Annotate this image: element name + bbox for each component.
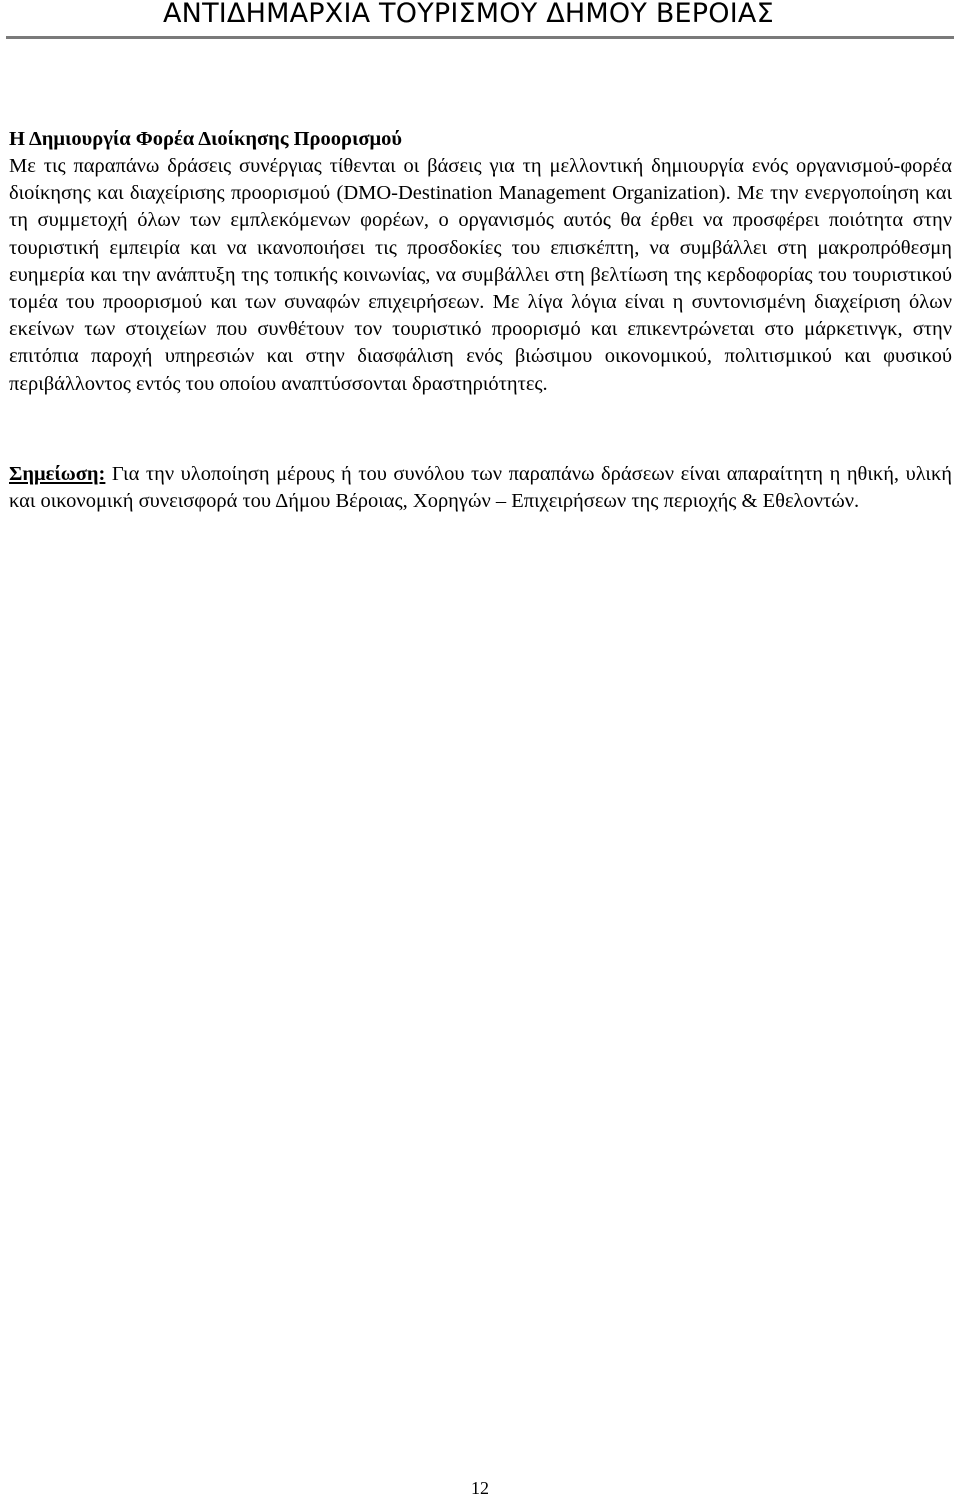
note-paragraph [9, 461, 952, 515]
header-divider [6, 36, 954, 39]
section-title: Η Δημιουργία Φορέα Διοίκησης Προορισμού [9, 128, 403, 150]
page-number: 12 [471, 1478, 489, 1498]
body-paragraph: Με τις παραπάνω δράσεις συνέργιας τίθενται οι βάσεις για τη μελλοντική δημιουργία ενός οργανισμού-φορέα διοίκησης και διαχείρισης προορισμού (DMO-Destination Management Organization). Με την ενεργοποίηση και τη συμμετοχή όλων των εμπλεκόμενων φορέων, ο οργανισμός αυτός θα έρθει να προσφέρει ποιότητα στην τουριστική εμπειρία και να ικανοποιήσει τις προσδοκίες του επισκέπτη, να συμβάλλει στη μακροπρόθεσμη ευημερία και την ανάπτυξη της τοπικής κοινωνίας, να συμβάλλει στη βελτίωση της κερδοφορίας του τουριστικού τομέα του προορισμού και των συναφών επιχειρήσεων. Με λίγα λόγια είναι η συντονισμένη διαχείριση όλων εκείνων των στοιχείων που συνθέτουν τον τουριστικό προορισμό και επικεντρώνεται στο μάρκετινγκ, στην επιτόπια παροχή υπηρεσιών και στην διασφάλιση ενός βιώσιμου οικονομικού, πολιτισμικού και φυσικού περιβάλλοντος εντός του οποίου αναπτύσσονται δραστηριότητες. [9, 155, 952, 395]
note-label: Σημείωση: [9, 463, 106, 485]
note-text: Για την υλοποίηση μέρους ή του συνόλου των παραπάνω δράσεων είναι απαραίτητη η ηθική, υλική και οικονομική συνεισφορά του Δήμου Βέροιας, Χορηγών – Επιχειρήσεων της περιοχής & Εθελοντών. [9, 463, 952, 513]
header-title: ΑΝΤΙΔΗΜΑΡΧΙΑ ΤΟΥΡΙΣΜΟΥ ΔΗΜΟΥ ΒΕΡΟΙΑΣ [163, 0, 774, 29]
page-header [0, 0, 960, 40]
